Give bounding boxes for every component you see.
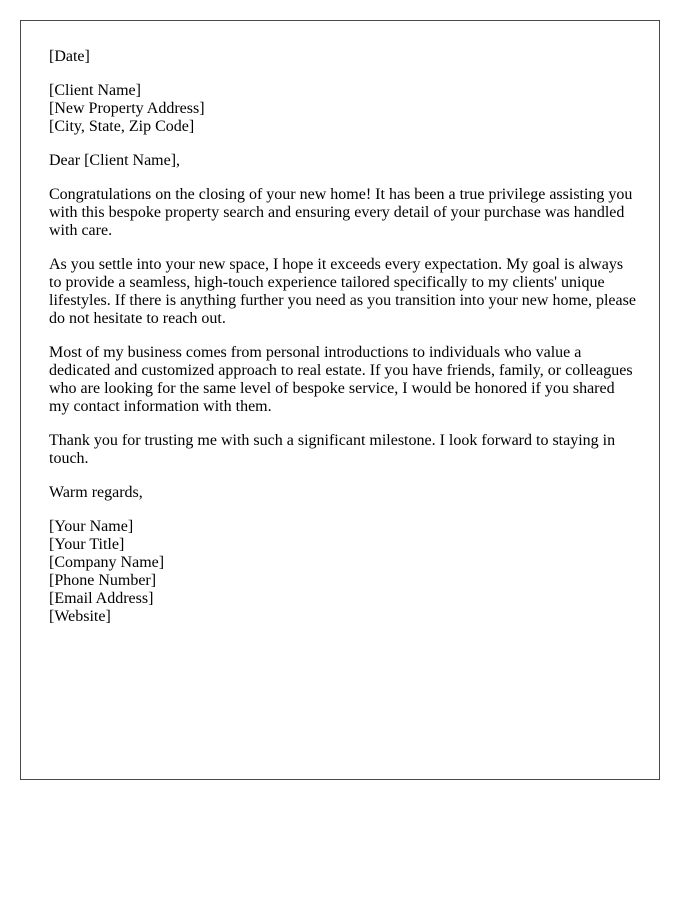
signature-email: [Email Address] [49, 590, 154, 607]
body-paragraph-thanks: Thank you for trusting me with such a significant milestone. I look forward to staying in touch. [49, 432, 616, 467]
recipient-city-state-zip: [City, State, Zip Code] [49, 118, 195, 135]
signature-website: [Website] [49, 608, 111, 625]
salutation-block [49, 152, 639, 170]
signature-block [49, 518, 639, 626]
body-paragraph-referrals: Most of my business comes from personal introductions to individuals who value a dedicated and customized approach to real estate. If you have friends, family, or colleagues who are looking for the same level of bespoke service, I would be honored if you shared my contact information with them. [49, 344, 633, 415]
recipient-address: [New Property Address] [49, 100, 205, 117]
recipient-address-block [49, 82, 639, 136]
body-paragraph-congratulations: Congratulations on the closing of your new home! It has been a true privilege assisting you with this bespoke property search and ensuring every detail of your purchase was handled with care. [49, 186, 633, 239]
salutation: Dear [Client Name], [49, 152, 181, 169]
body-paragraph-experience: As you settle into your new space, I hope it exceeds every expectation. My goal is always to provide a seamless, high-touch experience tailored specifically to my clients' unique lifestyles. If there is anything further you need as you transition into your new home, please do not hesitate to reach out. [49, 256, 636, 327]
closing-block [49, 484, 639, 502]
closing: Warm regards, [49, 484, 143, 501]
recipient-name: [Client Name] [49, 82, 141, 99]
date-line [49, 48, 639, 66]
signature-title: [Your Title] [49, 536, 125, 553]
signature-name: [Your Name] [49, 518, 134, 535]
signature-phone: [Phone Number] [49, 572, 157, 589]
letter-date: [Date] [49, 48, 90, 65]
letter-body [49, 48, 639, 642]
signature-company: [Company Name] [49, 554, 165, 571]
letter-page [20, 20, 660, 780]
